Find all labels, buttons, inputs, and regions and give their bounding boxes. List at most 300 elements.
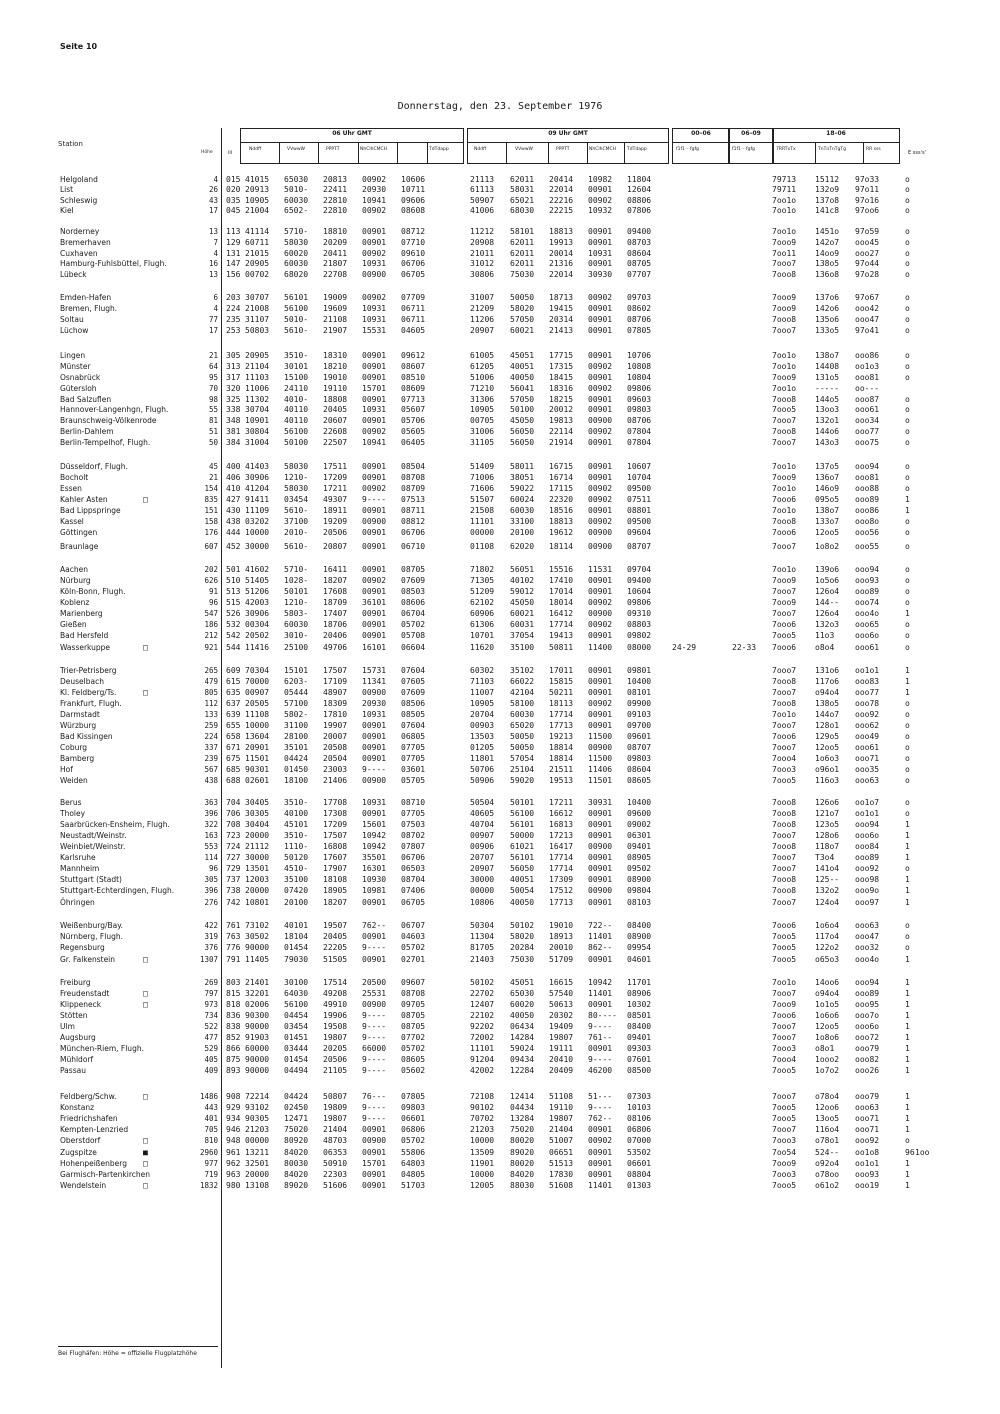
station-elevation: 1832 xyxy=(199,1181,218,1190)
station-id: 400 xyxy=(226,462,241,471)
station-elevation: 1486 xyxy=(199,1092,218,1101)
station-name: Bamberg xyxy=(60,754,95,763)
station-elevation: 422 xyxy=(204,921,218,930)
station-elevation: 17 xyxy=(208,326,218,335)
station-id: 452 xyxy=(226,542,241,551)
rr-sss: ooo88 xyxy=(855,484,880,493)
rain-tx: 7ooo3 xyxy=(772,1170,797,1179)
table-row xyxy=(0,259,1000,269)
obs09-nddff: 31007 xyxy=(470,293,495,302)
obs09-nddff: 00705 xyxy=(470,416,495,425)
obs06-vvwww: 30100 xyxy=(284,978,309,987)
obs09-nddff: 41006 xyxy=(470,206,495,215)
obs06-vvwww: 75020 xyxy=(284,1125,309,1134)
col-tntn: TnTnTnTgTg xyxy=(818,147,847,152)
obs09-nddff: 90102 xyxy=(470,1103,495,1112)
station-elevation: 319 xyxy=(204,932,218,941)
group-06-header xyxy=(240,128,464,164)
obs06-ppptt: 18108 xyxy=(323,875,348,884)
obs09-nddff: 11101 xyxy=(470,1044,495,1053)
table-row xyxy=(0,1125,1000,1135)
station-elevation: 13 xyxy=(208,227,218,236)
rr-sss: ooo65 xyxy=(855,620,880,629)
rain-tx: 7ooo6 xyxy=(772,495,797,504)
obs06-nddff: 21104 xyxy=(245,362,270,371)
obs09-tdtd: 08706 xyxy=(627,315,652,324)
snow-state: o xyxy=(905,438,910,447)
obs09-tdtd: 08602 xyxy=(627,304,652,313)
obs09-clouds: 862-- xyxy=(588,943,613,952)
table-row xyxy=(0,699,1000,709)
obs06-nddff: 30000 xyxy=(245,542,270,551)
station-name: Bad Hersfeld xyxy=(60,631,109,640)
rr-sss: oo1o1 xyxy=(855,809,880,818)
table-row xyxy=(0,206,1000,216)
table-row xyxy=(0,776,1000,786)
station-elevation: 438 xyxy=(204,776,218,785)
col-ppptt-09: PPPTT xyxy=(556,147,570,152)
obs09-ppptt: 19213 xyxy=(549,732,574,741)
rr-sss: ooo63 xyxy=(855,1103,880,1112)
rain-tx: 7ooo8 xyxy=(772,798,797,807)
obs06-ppptt: 22303 xyxy=(323,1170,348,1179)
obs09-ppptt: 17714 xyxy=(549,620,574,629)
obs06-tdtd: 04605 xyxy=(401,326,426,335)
obs09-clouds: 9---- xyxy=(588,1055,613,1064)
rr-sss: oo1o7 xyxy=(855,798,880,807)
obs06-nddff: 20000 xyxy=(245,1170,270,1179)
snow-state: 1 xyxy=(905,1159,910,1168)
station-id: 224 xyxy=(226,304,241,313)
obs06-ppptt: 19609 xyxy=(323,304,348,313)
table-row xyxy=(0,631,1000,641)
tn-tg: 131o5 xyxy=(815,373,840,382)
obs09-ppptt: 19513 xyxy=(549,776,574,785)
rain-tx: 7oo1o xyxy=(772,484,797,493)
rain-tx: 7oo1o xyxy=(772,565,797,574)
snow-state: o xyxy=(905,528,910,537)
obs09-vvwww: 37054 xyxy=(510,631,535,640)
obs09-nddff: 50304 xyxy=(470,921,495,930)
obs06-ppptt: 17507 xyxy=(323,831,348,840)
table-row xyxy=(0,517,1000,527)
obs09-ppptt: 17713 xyxy=(549,898,574,907)
obs06-clouds: 00901 xyxy=(362,1181,387,1190)
obs09-vvwww: 84020 xyxy=(510,1170,535,1179)
table-row xyxy=(0,506,1000,516)
station-id: 704 xyxy=(226,798,241,807)
snow-state: o xyxy=(905,462,910,471)
obs06-nddff: 51206 xyxy=(245,587,270,596)
station-name: Hannover-Langenhgn, Flugh. xyxy=(60,405,169,414)
tn-tg: 1o8o2 xyxy=(815,542,840,551)
obs09-nddff: 81705 xyxy=(470,943,495,952)
col-vvwww-09: VVwwW xyxy=(515,147,533,152)
rain-tx: 7ooo9 xyxy=(772,1159,797,1168)
table-row xyxy=(0,238,1000,248)
tn-tg: 1o1o5 xyxy=(815,1000,840,1009)
obs06-tdtd: 07503 xyxy=(401,820,426,829)
obs06-nddff: 10901 xyxy=(245,416,270,425)
station-id: 738 xyxy=(226,886,241,895)
snow-state: o xyxy=(905,484,910,493)
station-elevation: 396 xyxy=(204,886,218,895)
obs09-tdtd: 09400 xyxy=(627,576,652,585)
obs09-tdtd: 10400 xyxy=(627,677,652,686)
obs09-tdtd: 08707 xyxy=(627,542,652,551)
rain-tx: 7ooo8 xyxy=(772,875,797,884)
table-row xyxy=(0,542,1000,552)
station-elevation: 81 xyxy=(208,416,218,425)
station-name: Frankfurt, Flugh. xyxy=(60,699,122,708)
table-row xyxy=(0,293,1000,303)
station-id: 615 xyxy=(226,677,241,686)
station-elevation: 265 xyxy=(204,666,218,675)
station-name: Ulm xyxy=(60,1022,75,1031)
snow-state: o xyxy=(905,185,910,194)
tn-tg: 116o3 xyxy=(815,776,840,785)
station-id: 147 xyxy=(226,259,241,268)
obs06-clouds: 00901 xyxy=(362,620,387,629)
rr-sss: ooo35 xyxy=(855,765,880,774)
table-row xyxy=(0,1148,1000,1158)
rr-sss: ooo47 xyxy=(855,315,880,324)
obs06-tdtd: 08712 xyxy=(401,227,426,236)
obs06-nddff: 11302 xyxy=(245,395,270,404)
obs06-nddff: 12003 xyxy=(245,875,270,884)
station-id: 761 xyxy=(226,921,241,930)
obs06-vvwww: 3510- xyxy=(284,798,309,807)
obs06-ppptt: 21105 xyxy=(323,1066,348,1075)
obs06-vvwww: 80030 xyxy=(284,1159,309,1168)
obs09-ppptt: 19413 xyxy=(549,631,574,640)
station-name: Soltau xyxy=(60,315,84,324)
obs09-ppptt: 19807 xyxy=(549,1033,574,1042)
obs06-tdtd: 51703 xyxy=(401,1181,426,1190)
obs06-nddff: 70000 xyxy=(245,677,270,686)
obs06-nddff: 90301 xyxy=(245,765,270,774)
tn-tg: 144-- xyxy=(815,598,840,607)
station-name: Bad Kissingen xyxy=(60,732,113,741)
tn-tg: 13oo3 xyxy=(815,405,840,414)
obs09-ppptt: 20414 xyxy=(549,175,574,184)
obs06-ppptt: 22608 xyxy=(323,427,348,436)
group-0006-header xyxy=(672,128,730,164)
obs09-tdtd: 09500 xyxy=(627,484,652,493)
tn-tg: 117o4 xyxy=(815,932,840,941)
tn-tg: 12oo6 xyxy=(815,1103,840,1112)
obs06-clouds: 00901 xyxy=(362,473,387,482)
obs09-clouds: 10931 xyxy=(588,249,613,258)
station-id: 962 xyxy=(226,1159,241,1168)
obs09-vvwww: 25104 xyxy=(510,765,535,774)
rain-tx: 7oo1o xyxy=(772,351,797,360)
rain-tx: 7ooo7 xyxy=(772,688,797,697)
obs06-vvwww: 84020 xyxy=(284,1170,309,1179)
obs06-ppptt: 17708 xyxy=(323,798,348,807)
table-row xyxy=(0,473,1000,483)
obs06-vvwww: 5803- xyxy=(284,609,309,618)
table-row xyxy=(0,886,1000,896)
obs09-vvwww: 38051 xyxy=(510,473,535,482)
obs09-clouds: 00901 xyxy=(588,238,613,247)
obs09-clouds: 00902 xyxy=(588,484,613,493)
obs06-clouds: 9---- xyxy=(362,765,387,774)
obs06-nddff: 11108 xyxy=(245,710,270,719)
station-elevation: 43 xyxy=(208,196,218,205)
obs09-nddff: 00906 xyxy=(470,842,495,851)
obs06-nddff: 32201 xyxy=(245,989,270,998)
obs09-clouds: 761-- xyxy=(588,1033,613,1042)
obs09-clouds: 10982 xyxy=(588,175,613,184)
table-row xyxy=(0,175,1000,185)
obs06-nddff: 72214 xyxy=(245,1092,270,1101)
obs09-ppptt: 06651 xyxy=(549,1148,574,1157)
obs06-vvwww: 56100 xyxy=(284,427,309,436)
obs09-vvwww: 60030 xyxy=(510,506,535,515)
obs06-clouds: 00901 xyxy=(362,542,387,551)
obs06-vvwww: 40100 xyxy=(284,809,309,818)
obs06-clouds: 15531 xyxy=(362,326,387,335)
obs09-vvwww: 62011 xyxy=(510,249,535,258)
obs09-nddff: 13503 xyxy=(470,732,495,741)
obs09-ppptt: 18813 xyxy=(549,517,574,526)
obs06-tdtd: 05605 xyxy=(401,427,426,436)
table-row xyxy=(0,1114,1000,1124)
obs06-clouds: 00901 xyxy=(362,395,387,404)
rr-sss: ooo77 xyxy=(855,688,880,697)
table-row xyxy=(0,249,1000,259)
tn-tg: 139o6 xyxy=(815,565,840,574)
station-id: 893 xyxy=(226,1066,241,1075)
obs06-vvwww: 24110 xyxy=(284,384,309,393)
table-row xyxy=(0,1033,1000,1043)
obs06-ppptt: 19110 xyxy=(323,384,348,393)
obs06-clouds: 10931 xyxy=(362,798,387,807)
obs09-ppptt: 17115 xyxy=(549,484,574,493)
obs06-nddff: 32501 xyxy=(245,1159,270,1168)
snow-state: o xyxy=(905,721,910,730)
obs06-ppptt: 17514 xyxy=(323,978,348,987)
station-elevation: 977 xyxy=(204,1159,218,1168)
obs06-nddff: 41403 xyxy=(245,462,270,471)
obs09-ppptt: 18814 xyxy=(549,754,574,763)
obs06-nddff: 41015 xyxy=(245,175,270,184)
obs06-clouds: 00900 xyxy=(362,688,387,697)
obs09-vvwww: 68030 xyxy=(510,206,535,215)
rain-tx: 7ooo4 xyxy=(772,1055,797,1064)
obs06-ppptt: 17607 xyxy=(323,853,348,862)
obs09-ppptt: 50613 xyxy=(549,1000,574,1009)
obs09-ppptt: 18516 xyxy=(549,506,574,515)
obs06-clouds: 76--- xyxy=(362,1092,387,1101)
obs09-nddff: 61113 xyxy=(470,185,495,194)
obs06-tdtd: 07705 xyxy=(401,809,426,818)
obs09-nddff: 31306 xyxy=(470,395,495,404)
obs06-nddff: 90305 xyxy=(245,1114,270,1123)
rain-tx: 7ooo7 xyxy=(772,666,797,675)
station-name: Bad Lippspringe xyxy=(60,506,121,515)
obs09-vvwww: 14284 xyxy=(510,1033,535,1042)
obs06-vvwww: 01450 xyxy=(284,765,309,774)
station-elevation: 363 xyxy=(204,798,218,807)
obs09-clouds: 00901 xyxy=(588,688,613,697)
obs06-vvwww: 6502- xyxy=(284,206,309,215)
obs09-clouds: 00901 xyxy=(588,710,613,719)
rr-sss: ooo47 xyxy=(855,932,880,941)
obs09-nddff: 11901 xyxy=(470,1159,495,1168)
obs06-vvwww: 4510- xyxy=(284,864,309,873)
obs09-clouds: 00901 xyxy=(588,1125,613,1134)
table-row xyxy=(0,395,1000,405)
tn-tg: 143o3 xyxy=(815,438,840,447)
obs09-ppptt: 17014 xyxy=(549,587,574,596)
station-elevation: 409 xyxy=(204,1066,218,1075)
rain-tx: 7oo1o xyxy=(772,227,797,236)
tn-tg: 1o6o4 xyxy=(815,921,840,930)
obs06-vvwww: 60030 xyxy=(284,196,309,205)
station-name: Kempten-Lenzried xyxy=(60,1125,129,1134)
summit-marker: □ xyxy=(143,495,148,504)
obs06-tdtd: 08510 xyxy=(401,373,426,382)
station-id: 544 xyxy=(226,643,241,652)
rr-sss: ooo86 xyxy=(855,506,880,515)
rr-sss: ooo93 xyxy=(855,1170,880,1179)
obs09-ppptt: 18114 xyxy=(549,542,574,551)
obs09-tdtd: 08500 xyxy=(627,1066,652,1075)
obs09-tdtd: 07601 xyxy=(627,1055,652,1064)
iii-header: iii xyxy=(228,150,233,156)
station-name: Helgoland xyxy=(60,175,98,184)
station-id: 803 xyxy=(226,978,241,987)
obs09-ppptt: 17315 xyxy=(549,362,574,371)
obs09-nddff: 11206 xyxy=(470,315,495,324)
station-elevation: 4 xyxy=(213,249,218,258)
obs06-vvwww: 1210- xyxy=(284,598,309,607)
snow-state: o xyxy=(905,699,910,708)
obs09-tdtd: 09801 xyxy=(627,666,652,675)
obs09-nddff: 71606 xyxy=(470,484,495,493)
obs06-tdtd: 08606 xyxy=(401,598,426,607)
rr-sss: 97o16 xyxy=(855,196,880,205)
rain-tx: 7oo1o xyxy=(772,978,797,987)
obs06-ppptt: 21907 xyxy=(323,326,348,335)
obs06-clouds: 10931 xyxy=(362,315,387,324)
obs06-clouds: 00902 xyxy=(362,249,387,258)
station-id: 776 xyxy=(226,943,241,952)
obs09-vvwww: 45050 xyxy=(510,598,535,607)
obs09-tdtd: 10706 xyxy=(627,351,652,360)
tn-tg: 132o1 xyxy=(815,416,840,425)
obs09-vvwww: 75020 xyxy=(510,1125,535,1134)
obs09-nddff: 91204 xyxy=(470,1055,495,1064)
obs09-vvwww: 75030 xyxy=(510,955,535,964)
station-elevation: 50 xyxy=(208,438,218,447)
station-id: 838 xyxy=(226,1022,241,1031)
obs06-vvwww: 5610- xyxy=(284,542,309,551)
station-id: 737 xyxy=(226,875,241,884)
col-ff-1: f1f1 – fgfg xyxy=(676,147,699,152)
obs06-tdtd: 07604 xyxy=(401,666,426,675)
obs09-vvwww: 50050 xyxy=(510,293,535,302)
summit-marker: ■ xyxy=(143,1148,148,1157)
rain-tx: 7oo1o xyxy=(772,384,797,393)
obs09-nddff: 51507 xyxy=(470,495,495,504)
obs09-clouds: 00901 xyxy=(588,473,613,482)
obs06-ppptt: 20508 xyxy=(323,743,348,752)
obs06-ppptt: 19807 xyxy=(323,1114,348,1123)
snow-state: o xyxy=(905,809,910,818)
obs09-vvwww: 66022 xyxy=(510,677,535,686)
table-row xyxy=(0,304,1000,314)
station-name: Regensburg xyxy=(60,943,105,952)
obs06-vvwww: 18100 xyxy=(284,776,309,785)
obs09-vvwww: 62011 xyxy=(510,175,535,184)
obs06-ppptt: 18310 xyxy=(323,351,348,360)
obs09-nddff: 11620 xyxy=(470,643,495,652)
rr-sss: oo1o1 xyxy=(855,1159,880,1168)
station-id: 637 xyxy=(226,699,241,708)
obs09-ppptt: 16417 xyxy=(549,842,574,851)
obs06-vvwww: 37100 xyxy=(284,517,309,526)
obs06-ppptt: 17209 xyxy=(323,473,348,482)
obs06-clouds: 00901 xyxy=(362,1148,387,1157)
station-elevation: 64 xyxy=(208,362,218,371)
obs09-nddff: 20707 xyxy=(470,853,495,862)
obs09-clouds: 11406 xyxy=(588,765,613,774)
station-elevation: 98 xyxy=(208,395,218,404)
obs06-tdtd: 06706 xyxy=(401,853,426,862)
obs09-clouds: 00900 xyxy=(588,528,613,537)
obs06-tdtd: 55806 xyxy=(401,1148,426,1157)
tn-tg: 137o8 xyxy=(815,196,840,205)
obs06-ppptt: 19508 xyxy=(323,1022,348,1031)
obs06-nddff: 41204 xyxy=(245,484,270,493)
obs06-nddff: 13604 xyxy=(245,732,270,741)
snow-state: 1 xyxy=(905,842,910,851)
footnote-rule xyxy=(58,1346,218,1347)
obs06-ppptt: 20506 xyxy=(323,528,348,537)
obs09-vvwww: 45051 xyxy=(510,978,535,987)
obs09-nddff: 10905 xyxy=(470,405,495,414)
rr-sss: 97o59 xyxy=(855,227,880,236)
obs06-ppptt: 17211 xyxy=(323,484,348,493)
table-row xyxy=(0,185,1000,195)
station-id: 934 xyxy=(226,1114,241,1123)
obs09-vvwww: 04434 xyxy=(510,1103,535,1112)
obs09-clouds: 00901 xyxy=(588,506,613,515)
snow-state: 1 xyxy=(905,506,910,515)
station-id: 015 xyxy=(226,175,241,184)
obs09-vvwww: 06434 xyxy=(510,1022,535,1031)
obs06-tdtd: 06705 xyxy=(401,898,426,907)
station-elevation: 96 xyxy=(208,864,218,873)
obs09-clouds: 00901 xyxy=(588,875,613,884)
tn-tg: 14408 xyxy=(815,362,840,371)
obs06-tdtd: 64803 xyxy=(401,1159,426,1168)
station-name: Coburg xyxy=(60,743,88,752)
obs06-vvwww: 01454 xyxy=(284,943,309,952)
rr-sss: ooo6o xyxy=(855,1022,880,1031)
obs09-ppptt: 17213 xyxy=(549,831,574,840)
obs06-tdtd: 09705 xyxy=(401,1000,426,1009)
rain-tx: 7ooo8 xyxy=(772,270,797,279)
obs06-tdtd: 07605 xyxy=(401,677,426,686)
tn-tg: 123o5 xyxy=(815,820,840,829)
obs09-tdtd: 01303 xyxy=(627,1181,652,1190)
table-row xyxy=(0,620,1000,630)
rain-tx: 7ooo7 xyxy=(772,831,797,840)
